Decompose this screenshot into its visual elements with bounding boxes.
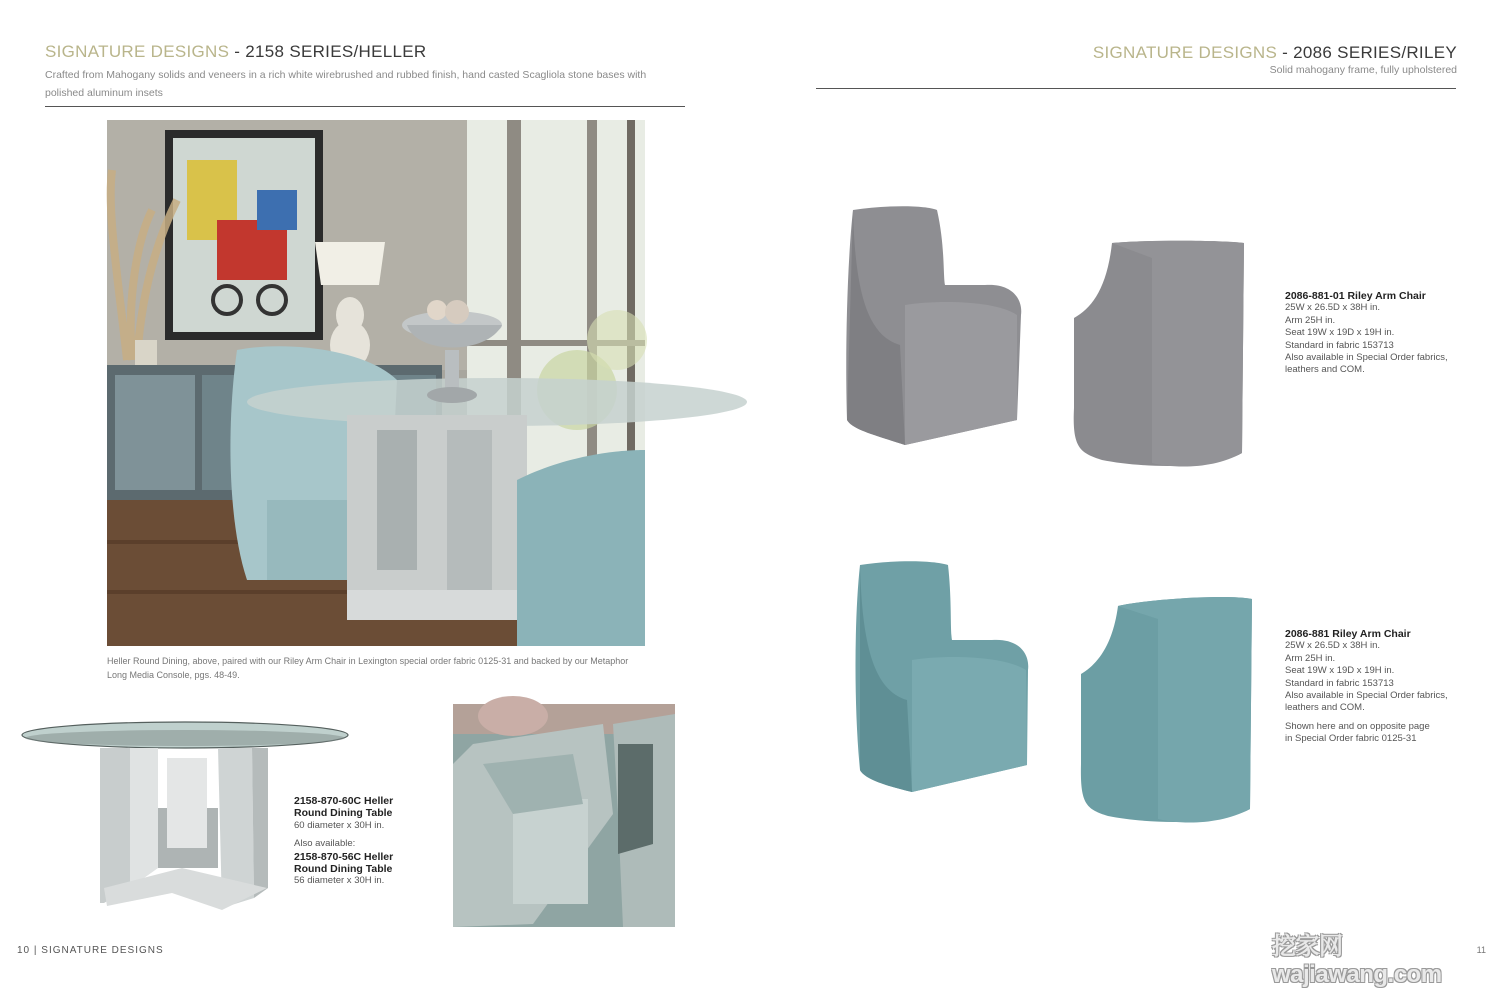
blue-chair-com: leathers and COM. [1285, 702, 1365, 714]
photo-caption: Heller Round Dining, above, paired with our Riley Arm Chair in Lexington special order fabric 0125-31 and backed by our Metaphor Long Media Console, pgs. 48-49. [107, 656, 629, 680]
left-header-rule [45, 106, 685, 107]
table-dimensions: 60 diameter x 30H in. [294, 819, 385, 831]
gray-chair-seat: Seat 19W x 19D x 19H in. [1285, 327, 1395, 339]
blue-chair-back-image [1078, 594, 1256, 826]
blue-chair-name: 2086-881 Riley Arm Chair [1285, 628, 1411, 640]
table-name-line2: Round Dining Table [294, 807, 393, 820]
gray-chair-spec [1285, 290, 1465, 377]
dining-room-photo [107, 120, 645, 646]
alt-table-name-line2: Round Dining Table [294, 863, 393, 876]
left-page-footer: 10 | SIGNATURE DESIGNS [17, 945, 164, 956]
also-available-label: Also available: [294, 838, 356, 850]
brand-name: SIGNATURE DESIGNS [45, 42, 230, 61]
blue-chair-standard-fabric: Standard in fabric 153713 [1285, 677, 1394, 689]
header-separator: - [1277, 43, 1294, 62]
gray-chair-arm-height: Arm 25H in. [1285, 314, 1336, 326]
gray-chair-front-image [845, 205, 1025, 450]
gray-chair-special-order: Also available in Special Order fabrics, [1285, 352, 1448, 364]
alt-table-name-line1: 2158-870-56C Heller [294, 850, 394, 863]
right-page-header [1093, 43, 1457, 63]
gray-chair-back-image [1072, 238, 1248, 468]
series-title: 2086 SERIES/RILEY [1293, 43, 1457, 62]
brand-name: SIGNATURE DESIGNS [1092, 43, 1278, 62]
right-page-subtitle: Solid mahogany frame, fully upholstered [1269, 64, 1457, 76]
alt-table-dimensions: 56 diameter x 30H in. [294, 875, 385, 887]
right-page-number: 11 [1476, 945, 1486, 955]
blue-chair-note-line2: in Special Order fabric 0125-31 [1285, 733, 1417, 745]
left-page-header [45, 42, 426, 62]
right-header-rule [816, 88, 1456, 89]
blue-chair-seat: Seat 19W x 19D x 19H in. [1285, 665, 1395, 677]
blue-chair-special-order: Also available in Special Order fabrics, [1285, 690, 1448, 702]
watermark: 挖家网 wajiawang.com [1272, 933, 1442, 988]
header-separator: - [229, 42, 246, 61]
blue-chair-spec [1285, 628, 1465, 746]
blue-chair-dimensions: 25W x 26.5D x 38H in. [1285, 640, 1381, 652]
table-name-line1: 2158-870-60C Heller [294, 795, 394, 807]
left-page-subtitle: Crafted from Mahogany solids and veneers in a rich white wirebrushed and rubbed finish, hand casted Scagliola stone bases with polished aluminum insets [45, 69, 647, 99]
gray-chair-com: leathers and COM. [1285, 364, 1365, 376]
blue-chair-front-image [852, 560, 1032, 795]
gray-chair-name: 2086-881-01 Riley Arm Chair [1285, 290, 1426, 302]
series-title: 2158 SERIES/HELLER [245, 42, 427, 61]
base-detail-photo [453, 704, 675, 927]
gray-chair-standard-fabric: Standard in fabric 153713 [1285, 339, 1394, 351]
heller-table-spec [294, 795, 444, 888]
blue-chair-note-line1: Shown here and on opposite page [1285, 720, 1430, 732]
blue-chair-arm-height: Arm 25H in. [1285, 652, 1336, 664]
gray-chair-dimensions: 25W x 26.5D x 38H in. [1285, 302, 1381, 314]
